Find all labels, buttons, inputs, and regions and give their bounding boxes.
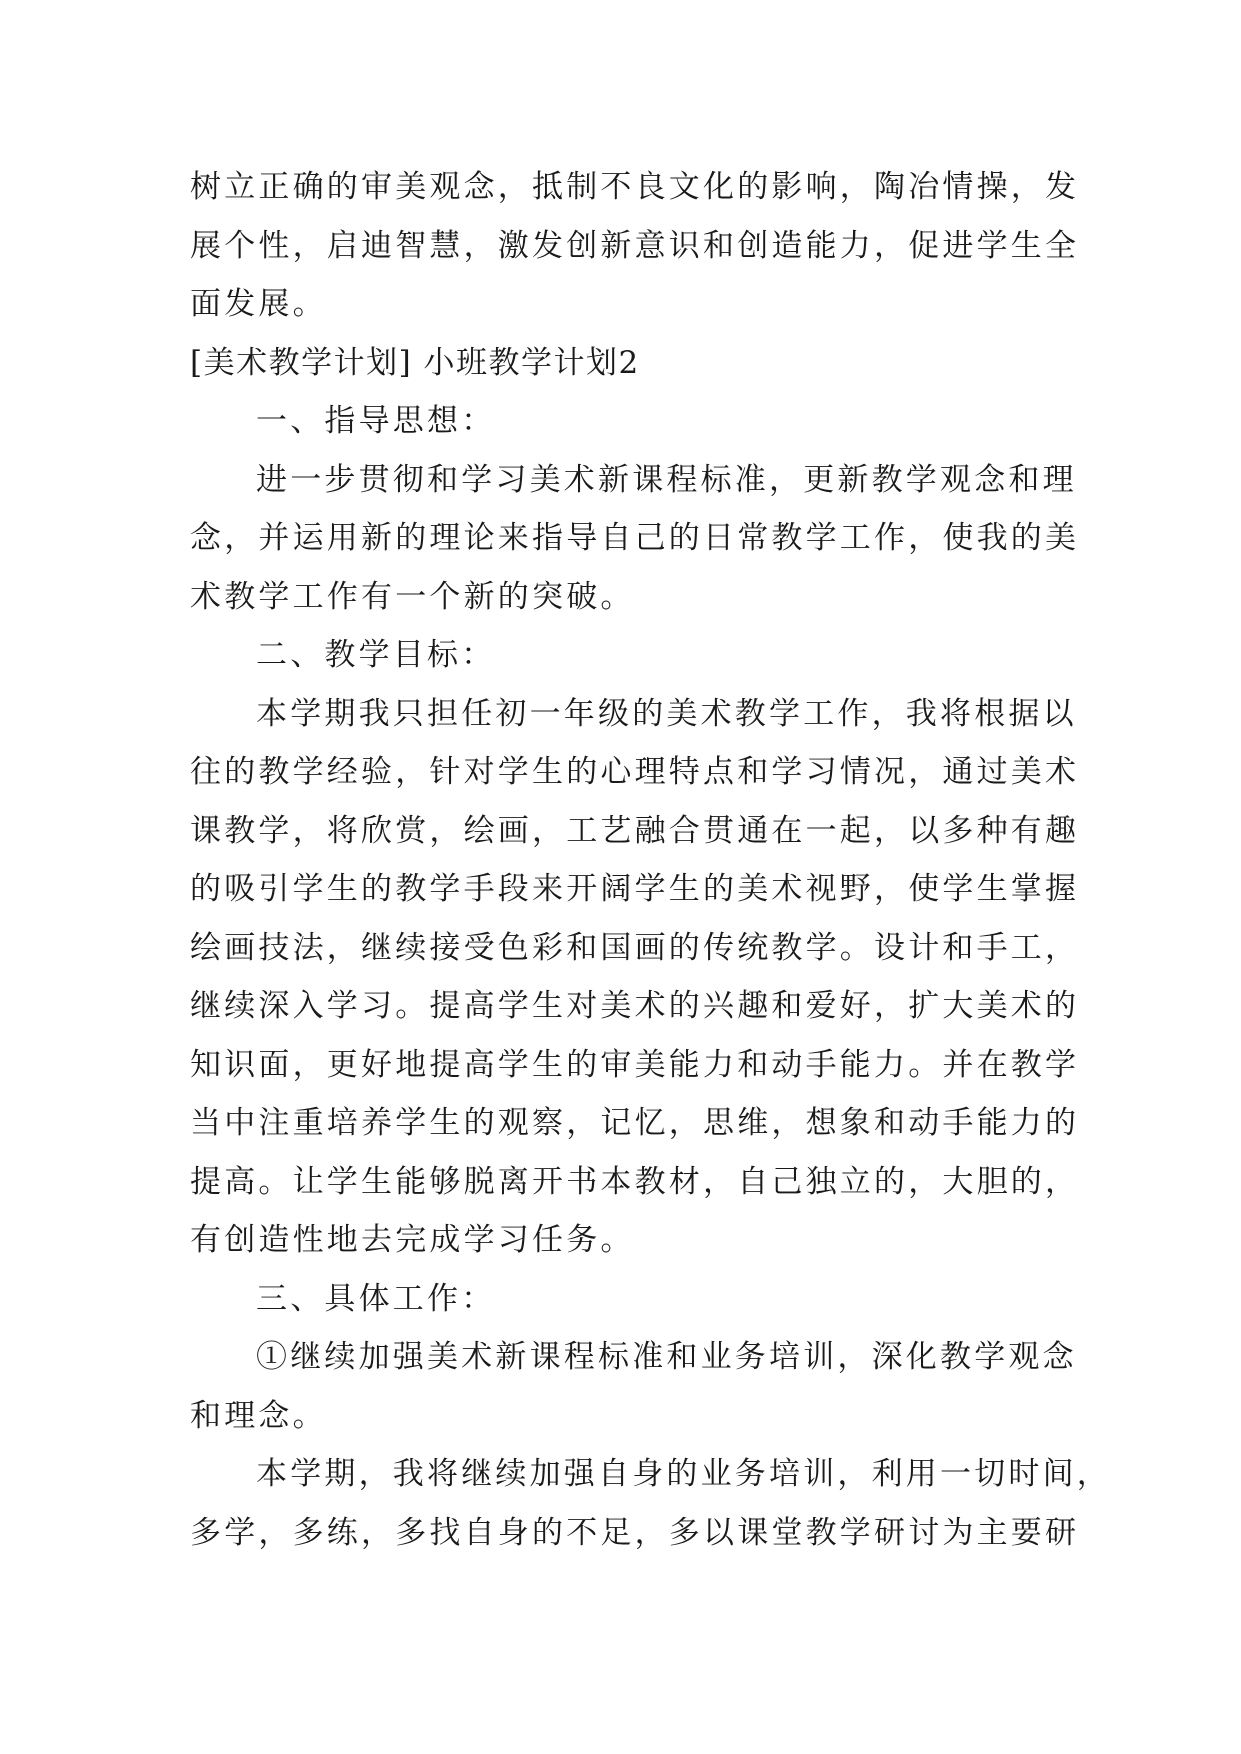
body-line: 树立正确的审美观念，抵制不良文化的影响，陶冶情操，发 xyxy=(190,169,1080,205)
heading-guiding-ideology: 一、指导思想： xyxy=(256,403,496,439)
body-line: 念，并运用新的理论来指导自己的日常教学工作，使我的美 xyxy=(190,520,1080,556)
body-line: 和理念。 xyxy=(190,1397,327,1434)
body-line: 术教学工作有一个新的突破。 xyxy=(190,578,635,615)
body-line: 进一步贯彻和学习美术新课程标准，更新教学观念和理 xyxy=(256,461,1077,498)
body-line: 的吸引学生的教学手段来开阔学生的美术视野，使学生掌握 xyxy=(190,871,1080,907)
heading-specific-work: 三、具体工作： xyxy=(256,1280,496,1317)
body-line: 知识面，更好地提高学生的审美能力和动手能力。并在教学 xyxy=(190,1046,1080,1083)
body-line: 课教学，将欣赏，绘画，工艺融合贯通在一起，以多种有趣 xyxy=(190,812,1080,849)
body-line: 当中注重培养学生的观察，记忆，思维，想象和动手能力的 xyxy=(190,1105,1080,1141)
body-line: 多学，多练，多找自身的不足，多以课堂教学研讨为主要研 xyxy=(190,1514,1080,1551)
body-line: 本学期我只担任初一年级的美术教学工作，我将根据以 xyxy=(256,695,1077,732)
body-line: 展个性，启迪智慧，激发创新意识和创造能力，促进学生全 xyxy=(190,227,1080,264)
body-line: 继续深入学习。提高学生对美术的兴趣和爱好，扩大美术的 xyxy=(190,988,1080,1024)
body-line: 提高。让学生能够脱离开书本教材，自己独立的，大胆的， xyxy=(190,1163,1080,1200)
document-body xyxy=(190,158,1111,1562)
body-line: 面发展。 xyxy=(190,286,327,322)
body-line: ①继续加强美术新课程标准和业务培训，深化教学观念 xyxy=(256,1339,1077,1375)
body-line: 绘画技法，继续接受色彩和国画的传统教学。设计和手工， xyxy=(190,929,1080,966)
body-line: 往的教学经验，针对学生的心理特点和学习情况，通过美术 xyxy=(190,754,1080,790)
body-line: 有创造性地去完成学习任务。 xyxy=(190,1222,635,1258)
section-title: [美术教学计划] 小班教学计划2 xyxy=(190,344,640,381)
body-line: 本学期，我将继续加强自身的业务培训，利用一切时间， xyxy=(256,1456,1111,1492)
heading-teaching-goals: 二、教学目标： xyxy=(256,637,496,673)
